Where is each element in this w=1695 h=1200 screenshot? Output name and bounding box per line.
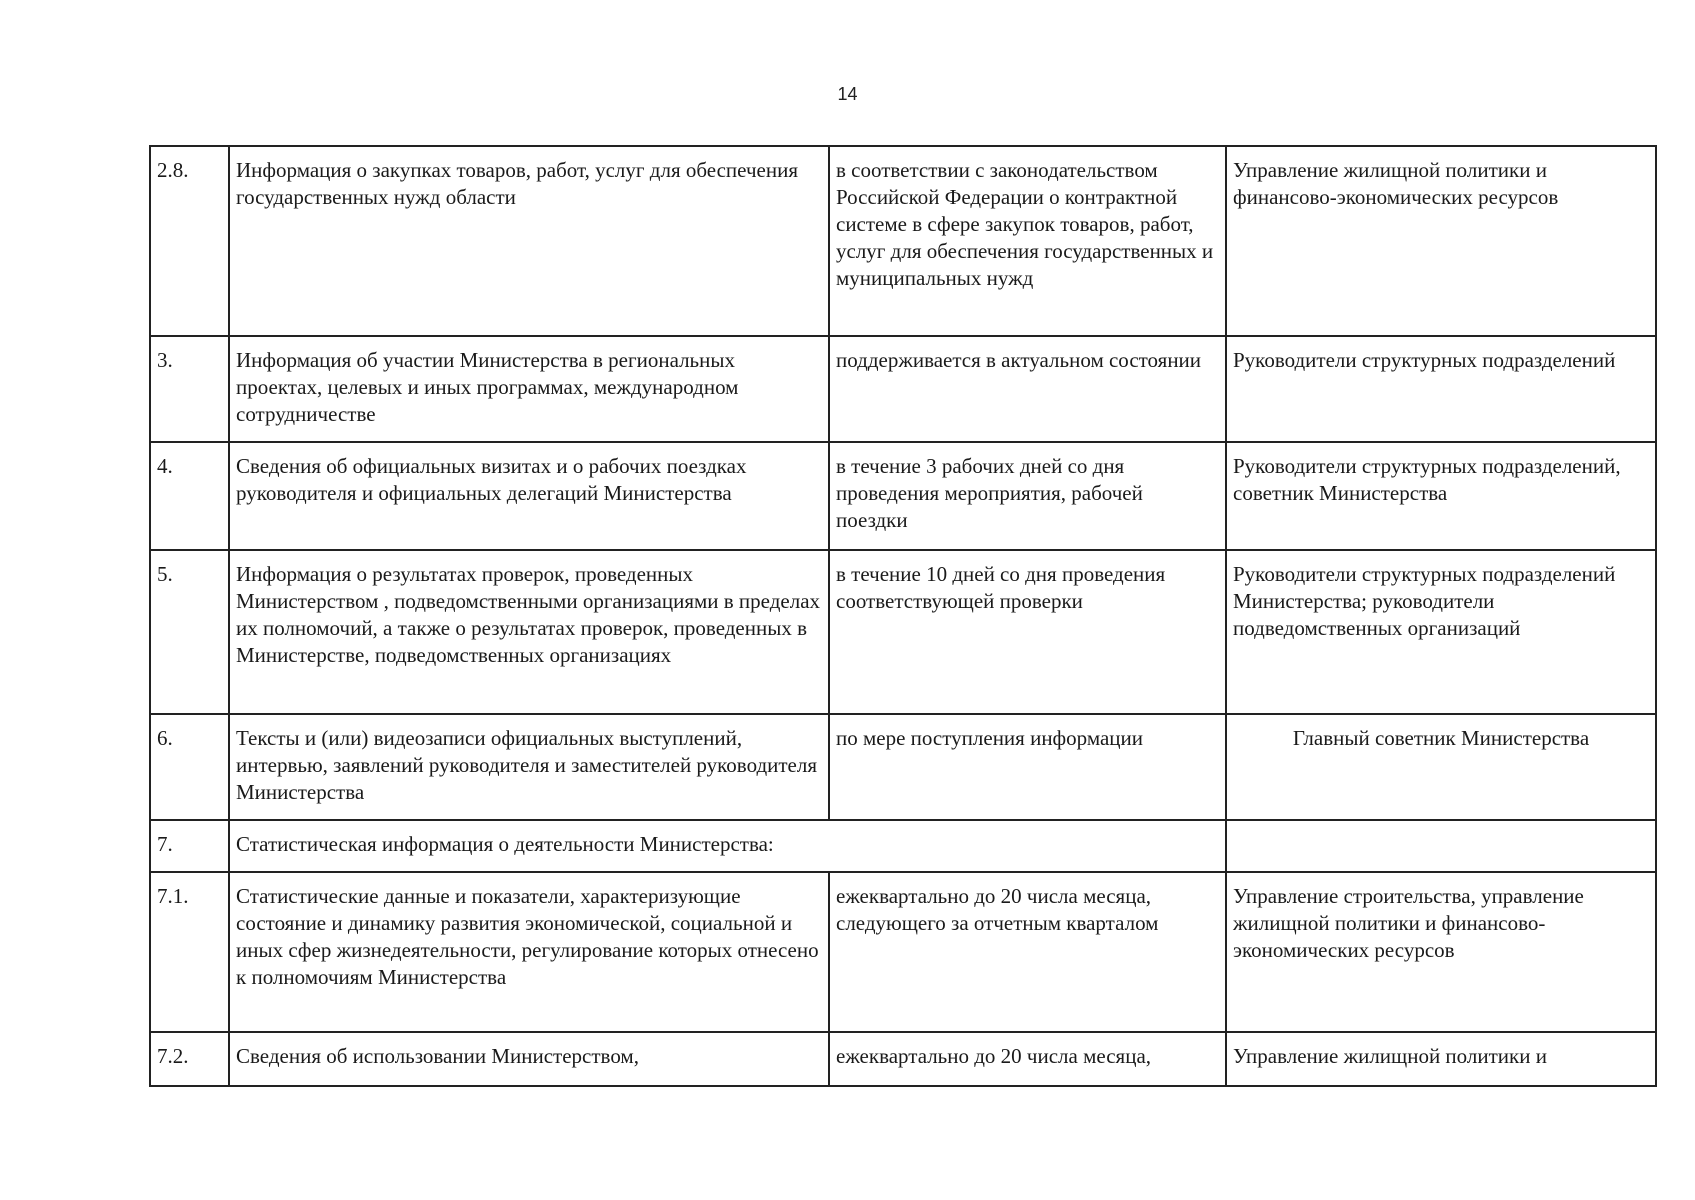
responsible-cell: Руководители структурных подразделений [1226, 336, 1656, 442]
row-number: 4. [150, 442, 229, 550]
info-cell: Информация о закупках товаров, работ, услуг для обеспечения государственных нужд области [229, 146, 829, 336]
info-cell: Сведения об использовании Министерством, [229, 1032, 829, 1086]
section-heading-cell: Статистическая информация о деятельности Министерства: [229, 820, 1226, 872]
info-cell: Сведения об официальных визитах и о рабочих поездках руководителя и официальных делегаций Министерства [229, 442, 829, 550]
info-cell: Информация о результатах проверок, проведенных Министерством , подведомственными организациями в пределах их полномочий, а также о результатах проверок, проведенных в Министерстве, подведомственных организациях [229, 550, 829, 714]
table-row [150, 872, 1656, 1032]
term-cell: поддерживается в актуальном состоянии [829, 336, 1226, 442]
responsible-cell [1226, 820, 1656, 872]
responsible-cell: Управление жилищной политики и [1226, 1032, 1656, 1086]
table-row [150, 550, 1656, 714]
term-cell: ежеквартально до 20 числа месяца, следующего за отчетным кварталом [829, 872, 1226, 1032]
term-cell: в течение 10 дней со дня проведения соответствующей проверки [829, 550, 1226, 714]
info-cell: Тексты и (или) видеозаписи официальных выступлений, интервью, заявлений руководителя и заместителей руководителя Министерства [229, 714, 829, 820]
row-number: 7. [150, 820, 229, 872]
table-row [150, 820, 1656, 872]
responsible-cell: Руководители структурных подразделений, советник Министерства [1226, 442, 1656, 550]
responsible-cell: Главный советник Министерства [1226, 714, 1656, 820]
table-row [150, 1032, 1656, 1086]
row-number: 6. [150, 714, 229, 820]
table-row [150, 442, 1656, 550]
row-number: 3. [150, 336, 229, 442]
responsible-cell: Управление строительства, управление жилищной политики и финансово-экономических ресурсов [1226, 872, 1656, 1032]
table-row [150, 146, 1656, 336]
table-row [150, 336, 1656, 442]
row-number: 7.2. [150, 1032, 229, 1086]
row-number: 7.1. [150, 872, 229, 1032]
information-table [149, 145, 1657, 1087]
responsible-cell: Руководители структурных подразделений Министерства; руководители подведомственных организаций [1226, 550, 1656, 714]
page-number: 14 [837, 84, 858, 104]
term-cell: по мере поступления информации [829, 714, 1226, 820]
term-cell: в течение 3 рабочих дней со дня проведения мероприятия, рабочей поездки [829, 442, 1226, 550]
row-number: 2.8. [150, 146, 229, 336]
responsible-cell: Управление жилищной политики и финансово-экономических ресурсов [1226, 146, 1656, 336]
term-cell: ежеквартально до 20 числа месяца, [829, 1032, 1226, 1086]
term-cell: в соответствии с законодательством Российской Федерации о контрактной системе в сфере закупок товаров, работ, услуг для обеспечения государственных и муниципальных нужд [829, 146, 1226, 336]
info-cell: Информация об участии Министерства в региональных проектах, целевых и иных программах, международном сотрудничестве [229, 336, 829, 442]
row-number: 5. [150, 550, 229, 714]
table-row [150, 714, 1656, 820]
info-cell: Статистические данные и показатели, характеризующие состояние и динамику развития экономической, социальной и иных сфер жизнедеятельности, регулирование которых отнесено к полномочиям Министерства [229, 872, 829, 1032]
